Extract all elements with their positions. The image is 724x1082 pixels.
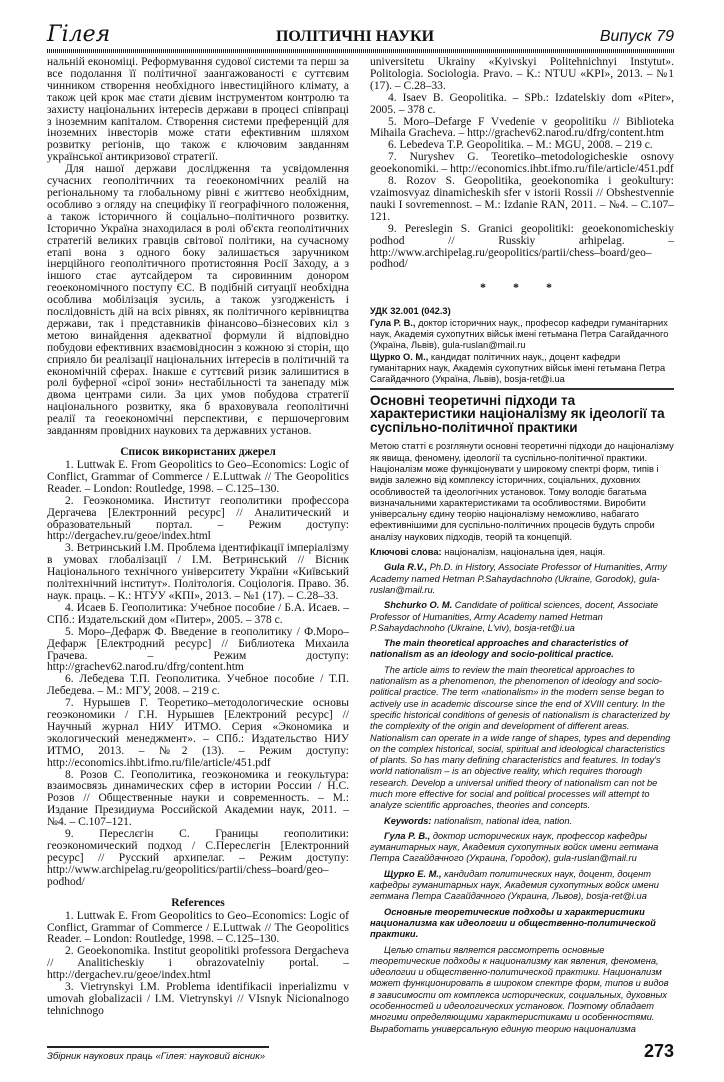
author-name: Щурко О. М., [370, 351, 429, 362]
author-details: Ph.D. in History, Associate Professor of Humanities, Army Academy named Hetman P.Sahaydachnoho (Ukraine, Gorodok), gula-ruslan@mail.ru. [370, 562, 667, 595]
paragraph: нальній економіці. Реформування судової системи та перш за все подолання її політичної заангажованості є суттєвим чинником створення необхідного інвестиційного клімату, а також цей крок має стати дієвим інструментом контролю та захисту національних інтересів держави в процесі співпраці з іноземним капіталом. Створення системи преференцій для іноземних інвесторів може стати ефективним шляхом розвитку регіонів, що також є ключовим завданням української антикризової стратегії. [47, 56, 349, 164]
footer-divider [47, 1046, 269, 1048]
page-header [47, 22, 674, 47]
reference-item: universitetu Ukrainy «Kyivskyi Politehnichnyi Instytut». Politologia. Sociologia. Pravo. – K.: NTUU «KPI», 2013. – №1 (17). – C.28–33. [370, 56, 674, 92]
keywords-en [370, 816, 674, 827]
page-footer [47, 1041, 674, 1062]
author-info [370, 352, 674, 386]
journal-logo: Гілея [47, 22, 111, 47]
keywords-text: nationalism, national idea, nation. [431, 815, 573, 826]
author-details: доктор исторических наук, профессор кафедры гуманитарных наук, Академия сухопутных войск имени гетмана Петра Сагайдачного (Украина, Городок), gula-ruslan@mail.ru [370, 830, 659, 864]
sources-heading: Список використаних джерел [120, 446, 276, 458]
right-column [370, 57, 674, 1035]
footer-left [47, 1046, 269, 1062]
reference-item: 3. Vietrynskyi I.M. Problema identifikacii inperializmu v umovah globalizacii / I.M. Vietrynskyi // VIsnyk Nicionalnogo tehnichnogo [47, 981, 349, 1017]
source-item: 5. Моро–Дефарж Ф. Введение в геополитику / Ф.Моро–Дефарж [Електродний ресурс] // Библиотека Михаила Грачева. – Режим доступу: http://grachev62.narod.ru/dfrg/content.htm [47, 625, 349, 674]
section-separator: * * * [480, 280, 564, 295]
keywords-text: націоналізм, національна ідея, нація. [441, 547, 606, 558]
source-item: 4. Исаев Б. Геополитика: Учебное пособие / Б.А. Исаев. – СПб.: Издательский дом «Питер», 2005. – 378 с. [47, 601, 349, 626]
title-en: The main theoretical approaches and characteristics of nationalism as an ideology and socio-political practice. [370, 638, 628, 660]
source-item: 6. Лебедева Т.П. Геополитика. Учебное пособие / Т.П. Лебедева. – М.: МГУ, 2008. – 219 с. [47, 673, 349, 698]
author-details: Candidate of political sciences, docent, Associate Professor of Humanities, Army Academy named Hetman P.Sahaydachnoho (Ukraine, L'viv), bosja-ret@i.ua [370, 600, 659, 633]
source-item: 2. Геоэкономика. Институт геополитики профессора Дергачева [Електронний ресурс] // Аналитический и образовательный портал. – Режим доступу: http://dergachev.ru/geoe/index.html [47, 494, 349, 543]
reference-item: 8. Rozov S. Geopolitika, geoekonomika i geokultury: vzaimosvyaz dinamicheskih sfer v istorii Rossii // Obshestvennie nauki I sovremennost. – M.: Izdanie RAN, 2011. – №4. – C.107–121. [370, 175, 674, 223]
keywords-ua [370, 547, 674, 558]
abstract-ua: Метою статті є розглянути основні теоретичні підходи до націоналізму як явища, феномену, ідеології та суспільно-політичної практики. Націоналізм може функціонувати у широкому спектрі форм, типів і видів залежно від комплексу історичних, соціальних, духовних особливостей та ідеологічних установок. Тому володіє багатьма визначальними характеристиками та особливостями. Виробити універсальну єдину теорію націоналізму неможливо, набагато ефективнішими для суспільно-політичних процесів будуть спроби аналізу наукових підходів, теорій та концепцій. [370, 441, 674, 542]
page-number: 273 [643, 1040, 674, 1061]
udk-code: УДК 32.001 (042.3) [370, 306, 451, 317]
title-divider [370, 388, 674, 390]
references-heading: References [171, 896, 225, 909]
author-details: кандидат политических наук, доцент, доцент кафедры гуманитарных наук, Академия сухопутных войск имени гетмана Петра Сагайдачного (Украина, Львов), bosja-ret@i.ua [370, 868, 659, 902]
left-column [47, 57, 349, 1018]
author-name: Shchurko O. M. [384, 600, 453, 611]
reference-item: 9. Pereslegin S. Granici geopolitiki: geoekonomicheskiy podhod // Russkiy arhipelag. – http://www.archipelag.ru/geopolitics/partii/chess–board/geo–podhod/ [370, 222, 674, 271]
abstract-ua-block [370, 441, 674, 558]
author-name: Щурко Е. М., [384, 868, 442, 879]
reference-item: 4. Isaev B. Geopolitika. – SPb.: Izdatelskiy dom «Piter», 2005. – 378 c. [370, 91, 674, 116]
references-continued [370, 57, 674, 271]
author-details: доктор історичних наук,, професор кафедри гуманітарних наук, Академія сухопутних військ імені гетьмана Петра Сагайдачного (Україна, Львів), gula-ruslan@mail.ru [370, 317, 669, 351]
source-item: 9. Переслєгін С. Границы геополитики: геоэкономический подход / С.Переслєгін [Електронний ресурс] // Русский архипелаг. – Режим доступу: http://www.archipelag.ru/geopolitics/partii/chess–board/geo–podhod/ [47, 828, 349, 888]
source-item: 8. Розов С. Геополитика, геоэкономика и геокультура: взаимосвязь динамических сфер в истории России / Н.С. Розов // Общественные науки и современность. – М.: Издание Президиума Российской Академии наук, 2011. – №4. – С.107–121. [47, 768, 349, 829]
author-info-ru [370, 869, 674, 903]
reference-item: 7. Nuryshev G. Teoretiko–metodologicheskie osnovy geoekonomiki. – http://economics.ihbt.ifmo.ru/file/article/451.pdf [370, 151, 674, 176]
keywords-label: Keywords: [384, 815, 432, 826]
english-summary [370, 562, 674, 827]
header-divider [47, 49, 674, 53]
author-info-en [370, 600, 674, 634]
reference-item: 2. Geoekonomika. Institut geopolitiki professora Dergacheva // Analiticheskiy i obrazovatelniy portal. – http://dergachev.ru/geoe/index.html [47, 945, 349, 982]
author-name: Gula R.V., [384, 562, 428, 573]
columns [47, 57, 674, 1035]
author-name: Гула Р. В., [384, 830, 431, 841]
reference-item: 1. Luttwak E. From Geopolitics to Geo–Economics: Logic of Conflict, Grammar of Commerce / E.Luttwak // The Geopolitics Reader. – London: Routledge, 1998. – C.125–130. [47, 909, 349, 946]
title-ru: Основные теоретические подходы и характеристики национализма как идеологии и общественно-политической практики. [370, 906, 656, 940]
author-details: кандидат політичних наук,, доцент кафедри гуманітарних наук, Академія сухопутних військ імені гетьмана Петра Сагайдачного (Україна, Львів), bosja-ret@i.ua [370, 351, 666, 385]
issue-number: Випуск 79 [599, 28, 674, 45]
source-item: 3. Ветринський І.М. Проблема ідентифікації імперіалізму в умовах глобалізації / І.М. Ветринський // Вісник Національного технічного університету України «Київський політехнічний інститут». Політологія. Соціологія. Право. Зб. наук. праць. – К.: НТУУ «КПІ», 2013. – №1 (17). – С.28–33. [47, 542, 349, 602]
body-text [47, 57, 349, 438]
source-item: 7. Нурышев Г. Теоретико–методологические основы геоэкономики / Г.Н. Нурышев [Електроний ресурс] // Научный журнал НИУ ИТМО. Серия «Экономика и экологический менеджмент». – СПб.: Издательство НИУ ИТМО, 2013. – №2 (13). – Режим доступу: http://economics.ihbt.ifmo.ru/file/article/451.pdf [47, 697, 349, 769]
article-meta-ua [370, 306, 674, 385]
reference-item: 6. Lebedeva T.P. Geopolitika. – M.: MGU, 2008. – 219 c. [388, 139, 653, 152]
abstract-ru: Целью статьи является рассмотреть основные теоретические подходы к национализму как явления, феномена, идеологии и общественно-политической практики. Национализм может функционировать в широком спектре форм, типов и видов в зависимости от комплекса исторических, социальных, духовных особенностей и идеологических установок. Поэтому обладает многими определяющими характеристиками и особенностями. Выработать универсальную единую теорию национализма [370, 944, 669, 1034]
abstract-en: The article aims to review the main theoretical approaches to nationalism as a phenomenon, the phenomenon of ideology and socio-political practice. The term «nationalism» in the modern sense began to actively use in academic discourse since the end of XVIII century. In the specific historical conditions of genesis of nationalism is characterized by the complexity of the origin and development of different areas. Nationalism can operate in a wide range of shapes, types and depending on the complex historical, social, spiritual and ideological characteristics of plants. So has many defining characteristics and features. In today's world nationalism – is an objective reality, which requires thorough research. Develop a universal unified theory of nationalism can not be much more effective for social and political processes will attempt to analyze scientific approaches, theories and concepts. [370, 664, 671, 811]
author-info-en [370, 562, 674, 596]
source-item: 1. Luttwak E. From Geopolitics to Geo–Economics: Logic of Conflict, Grammar of Commerce / E.Luttwak // The Geopolitics Reader. – London: Routledge, 1998. – C.125–130. [47, 459, 349, 495]
keywords-label: Ключові слова: [370, 547, 442, 558]
paragraph: Для нашої держави дослідження та усвідомлення сучасних геополітичних та геоекономічних реалій на регіональному та глобальному рівні є життєво необхідним, особливо з огляду на специфіку її географічного положення, а також історичного й соціально–політичного розвитку. Історично Україна знаходилася в ролі об'єкта геополітичних стратегій великих гравців світової політики, на сучасному етапі вона з одного боку залишається заручником інерційного геополітичного протистояння Росії Заходу, а з іншого стає аутсайдером та сировинним донором геоекономічного поступу ЄС. В подібній ситуації необхідна особлива мобілізація зусиль, а також узгодженість і послідовність дій на всіх рівнях, як політичного керівництва держави, так і представників фінансово–бізнесових кіл з метою винайдення адекватної формули й відповідно побудови ефективних взаємовідносин з кожною зі сторін, що сприяло би реалізації національних інтересів в політичній та економічній сферах. Інакше є суттєвий ризик залишитися в ролі буферної «сірої зони» нестабільності та занепаду між двома центрами сили. За цих умов побудова стратегії національного розвитку, яка б враховувала геополітичні реалії та геоекономічні перспективи, є першочерговим завданням провідних наукових та державних установ. [47, 163, 349, 438]
reference-item: 5. Moro–Defarge F Vvedenie v geopolitiku // Biblioteka Mihaila Gracheva. – http://grachev62.narod.ru/dfrg/content.htm [370, 115, 674, 140]
footer-text: Збірник наукових праць «Гілея: науковий вісник» [47, 1050, 266, 1062]
author-name: Гула Р. В., [370, 317, 416, 328]
references-list [47, 911, 349, 1018]
author-info-ru [370, 831, 674, 865]
section-title: ПОЛІТИЧНІ НАУКИ [275, 28, 435, 45]
russian-summary [370, 831, 674, 1035]
sources-list [47, 460, 349, 889]
author-info [370, 318, 674, 352]
article-title: Основні теоретичні підходи та характеристики націоналізму як ідеології та суспільно-політичної практики [370, 392, 665, 435]
